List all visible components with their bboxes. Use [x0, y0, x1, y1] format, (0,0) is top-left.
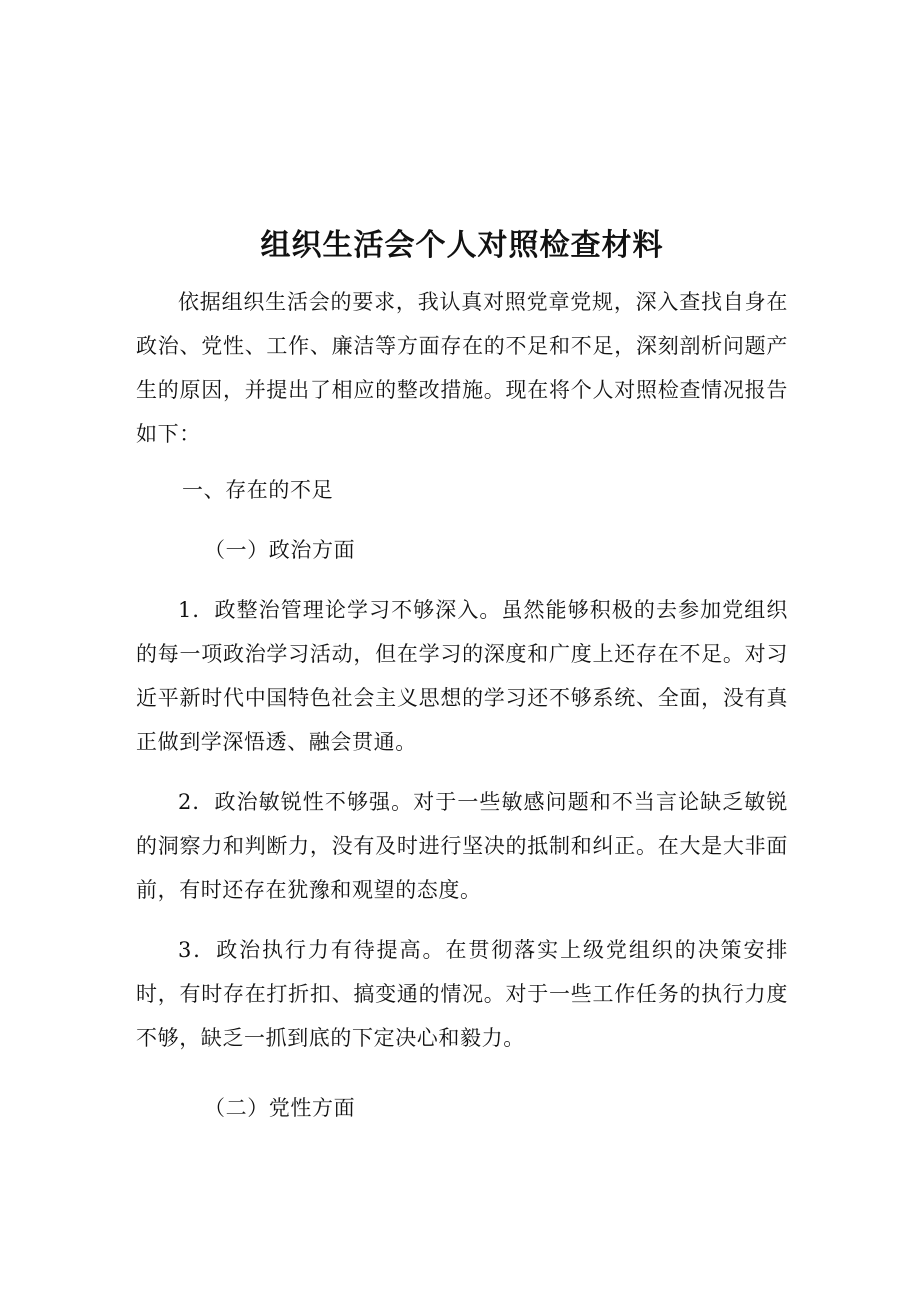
section-heading-shortcomings: 一、存在的不足 [182, 478, 334, 502]
document-body [136, 224, 788, 1130]
subsection-heading-party-spirit: （二）党性方面 [204, 1096, 356, 1120]
intro-paragraph: 依据组织生活会的要求，我认真对照党章党规，深入查找自身在政治、党性、工作、廉洁等方面存在的不足和不足，深刻剖析问题产生的原因，并提出了相应的整改措施。现在将个人对照检查情况报告如下： [136, 290, 788, 446]
list-item: 1．政整治管理论学习不够深入。虽然能够积极的去参加党组织的每一项政治学习活动，但在学习的深度和广度上还存在不足。对习近平新时代中国特色社会主义思想的学习还不够系统、全面，没有真正做到学深悟透、融会贯通。 [136, 598, 788, 754]
subsection-heading-political: （一）政治方面 [204, 538, 356, 562]
document-title: 组织生活会个人对照检查材料 [260, 228, 664, 263]
list-item: 3．政治执行力有待提高。在贯彻落实上级党组织的决策安排时，有时存在打折扣、搞变通的情况。对于一些工作任务的执行力度不够，缺乏一抓到底的下定决心和毅力。 [136, 938, 788, 1050]
list-item: 2．政治敏锐性不够强。对于一些敏感问题和不当言论缺乏敏锐的洞察力和判断力，没有及时进行坚决的抵制和纠正。在大是大非面前，有时还存在犹豫和观望的态度。 [136, 790, 788, 902]
